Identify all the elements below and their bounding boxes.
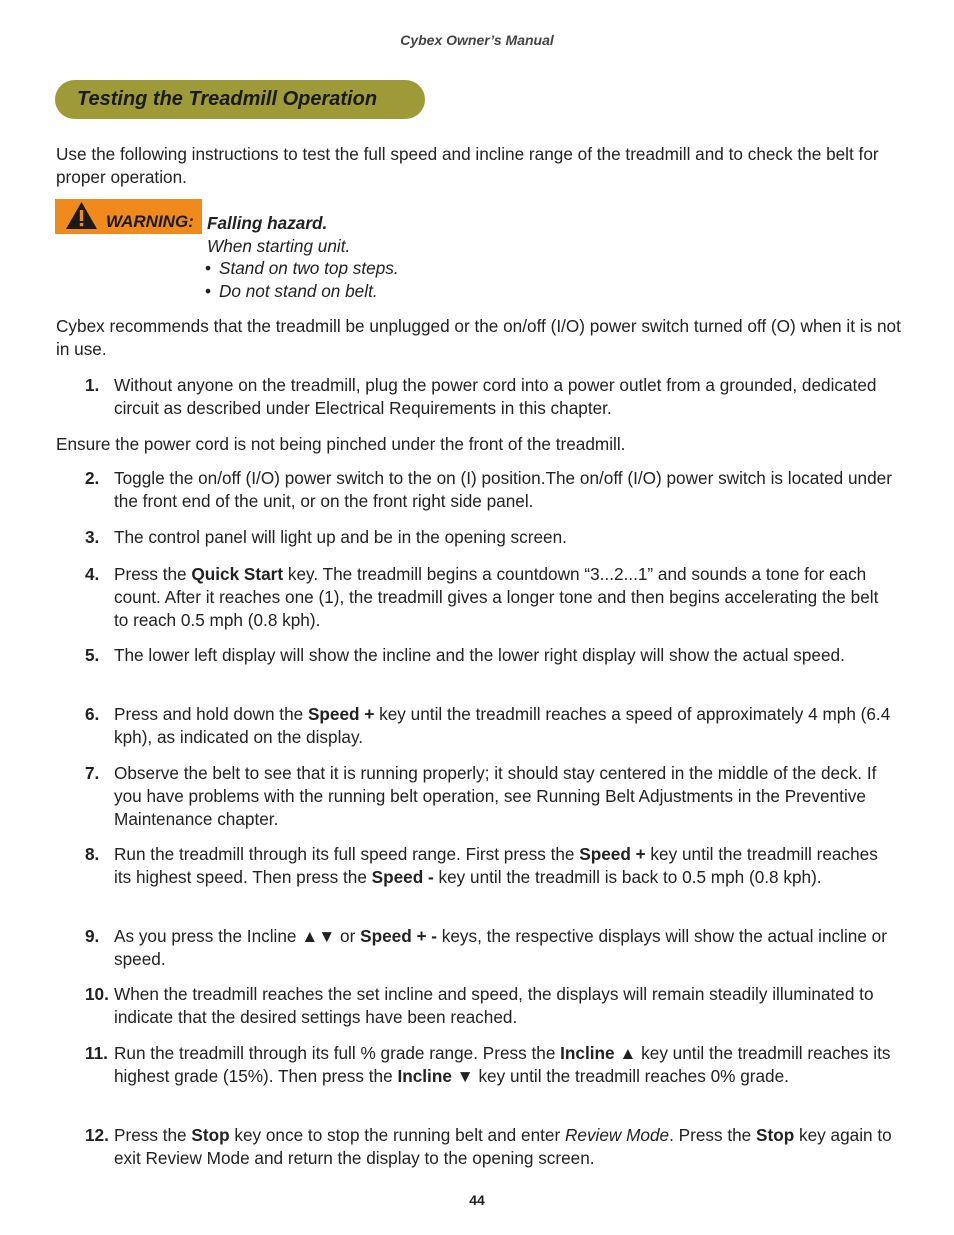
- intro-paragraph: Use the following instructions to test the full speed and incline range of the treadmill and to check the belt for proper operation.: [56, 144, 879, 187]
- bullet-marker: •: [205, 281, 212, 301]
- step-number: 4.: [85, 564, 100, 584]
- warning-title: Falling hazard.: [207, 213, 328, 233]
- key-name: Speed +: [307, 704, 375, 724]
- step-number: 9.: [85, 926, 100, 946]
- step-text: Toggle the on/off (I/O) power switch to the on (I) position.The on/off (I/O) power switch is located under the front end of the unit, or on the front right side panel.: [114, 468, 892, 511]
- step-6: [85, 703, 895, 749]
- step-5: [85, 644, 895, 667]
- step-text: Press the Quick Start key. The treadmill begins a countdown “3...2...1” and sounds a tone for each count. After it reaches one (1), the treadmill gives a longer tone and then begins accelerating the belt to reach 0.5 mph (0.8 kph).: [114, 564, 879, 630]
- warning-bullet: [205, 258, 399, 279]
- key-name: Stop: [756, 1125, 795, 1145]
- step-text: The control panel will light up and be in the opening screen.: [114, 527, 567, 547]
- key-name: Incline ▼: [397, 1066, 474, 1086]
- step-number: 8.: [85, 844, 100, 864]
- page-number: 44: [469, 1192, 485, 1208]
- running-head: Cybex Owner’s Manual: [400, 32, 554, 48]
- warning-badge: [55, 199, 202, 234]
- step-8: [85, 843, 895, 889]
- key-name: Quick Start: [191, 564, 284, 584]
- step-text: Without anyone on the treadmill, plug the power cord into a power outlet from a grounded, dedicated circuit as described under Electrical Requirements in this chapter.: [114, 375, 877, 418]
- step-7: [85, 762, 895, 831]
- step-number: 11.: [85, 1043, 108, 1063]
- warning-subtitle: When starting unit.: [207, 236, 351, 256]
- step-2: [85, 467, 895, 513]
- step-number: 1.: [85, 375, 100, 395]
- warning-bullet: [205, 281, 378, 302]
- step-number: 10.: [85, 984, 109, 1004]
- key-name: Speed -: [371, 867, 434, 887]
- recommendation-paragraph: Cybex recommends that the treadmill be unplugged or the on/off (I/O) power switch turned off (O) when it is not in use.: [56, 316, 901, 359]
- step-number: 12.: [85, 1125, 109, 1145]
- step-number: 6.: [85, 704, 100, 724]
- power-cord-note: Ensure the power cord is not being pinched under the front of the treadmill.: [56, 434, 626, 454]
- key-name: Speed + -: [360, 926, 437, 946]
- warning-label: WARNING:: [106, 212, 194, 231]
- key-name: Speed +: [579, 844, 646, 864]
- step-number: 5.: [85, 645, 100, 665]
- warning-bullet-text: Do not stand on belt.: [219, 281, 378, 301]
- warning-triangle-icon: [65, 201, 98, 230]
- step-4: [85, 563, 895, 632]
- step-number: 3.: [85, 527, 100, 547]
- step-9: [85, 925, 895, 971]
- step-text: Run the treadmill through its full speed range. First press the Speed + key until the treadmill reaches its highest speed. Then press the Speed - key until the treadmill is back to 0.5 mph (0.8 kph).: [114, 844, 878, 887]
- step-11: [85, 1042, 895, 1088]
- step-text: When the treadmill reaches the set incline and speed, the displays will remain steadily illuminated to indicate that the desired settings have been reached.: [114, 984, 874, 1027]
- step-text: Observe the belt to see that it is running properly; it should stay centered in the middle of the deck. If you have problems with the running belt operation, see Running Belt Adjustments in the Preventive Maintenance chapter.: [114, 763, 877, 829]
- step-10: [85, 983, 895, 1029]
- step-text: Run the treadmill through its full % grade range. Press the Incline ▲ key until the treadmill reaches its highest grade (15%). Then press the Incline ▼ key until the treadmill reaches 0% grade.: [114, 1043, 891, 1086]
- bullet-marker: •: [205, 258, 212, 278]
- mode-name: Review Mode: [564, 1125, 670, 1145]
- section-title: Testing the Treadmill Operation: [55, 80, 425, 119]
- step-1: [85, 374, 895, 420]
- step-3: [85, 526, 895, 549]
- step-text: Press the Stop key once to stop the running belt and enter Review Mode. Press the Stop key again to exit Review Mode and return the display to the opening screen.: [114, 1125, 892, 1168]
- step-12: [85, 1124, 895, 1170]
- step-text: Press and hold down the Speed + key until the treadmill reaches a speed of approximately 4 mph (6.4 kph), as indicated on the display.: [114, 704, 891, 747]
- warning-bullet-text: Stand on two top steps.: [219, 258, 399, 278]
- key-name: Incline ▲: [560, 1043, 637, 1063]
- step-text: As you press the Incline ▲▼ or Speed + - keys, the respective displays will show the actual incline or speed.: [114, 926, 887, 969]
- step-number: 2.: [85, 468, 100, 488]
- step-number: 7.: [85, 763, 100, 783]
- step-text: The lower left display will show the incline and the lower right display will show the actual speed.: [114, 645, 845, 665]
- key-name: Stop: [191, 1125, 230, 1145]
